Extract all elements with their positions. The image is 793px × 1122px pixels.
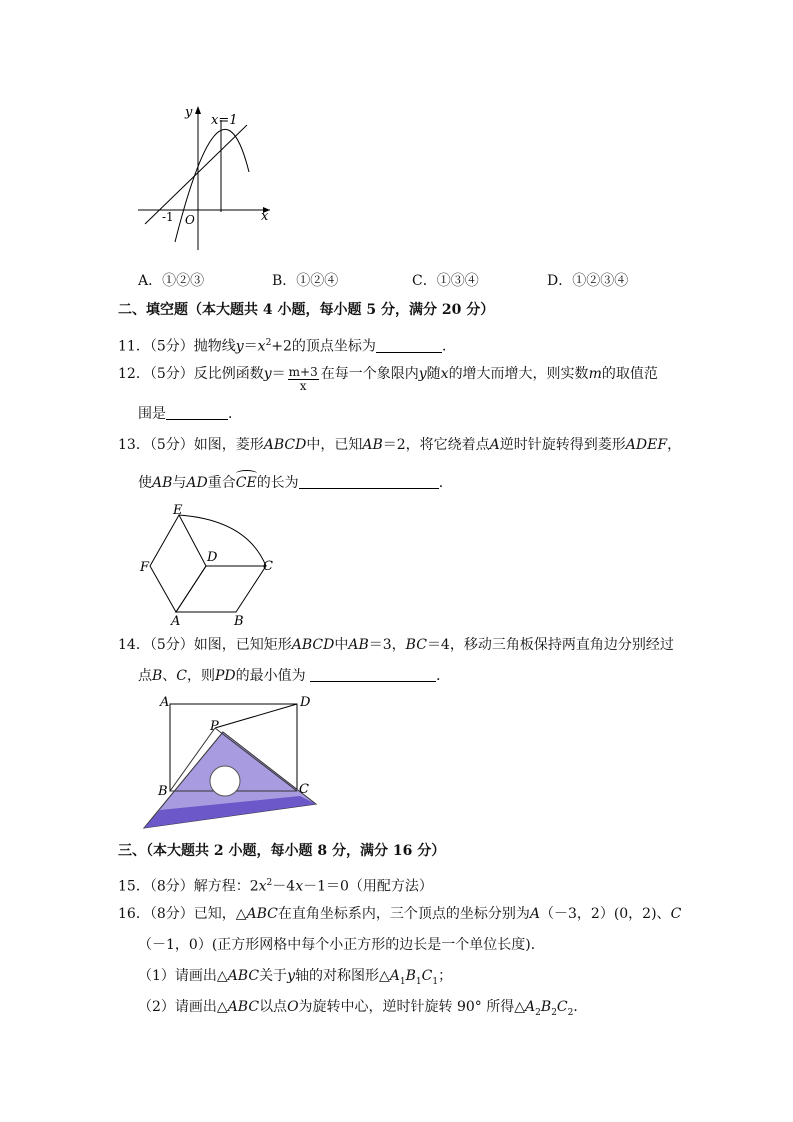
q12-y: y xyxy=(263,366,272,382)
q14-mid3: ＝4，移动三角板保持两直角边分别经过 xyxy=(426,637,674,653)
q11-tail: +2的顶点坐标为 xyxy=(271,338,376,355)
fig13-label-b: B xyxy=(234,614,244,629)
question-11 xyxy=(118,334,456,356)
q14-ab: AB xyxy=(348,637,369,653)
q12-var-x: x xyxy=(440,366,449,382)
q13-arc-ce: CE xyxy=(235,475,257,491)
q16-p2a: （2）请画出△ xyxy=(138,999,228,1015)
fig10-x1-label: x=1 xyxy=(211,113,238,128)
q14-mid1: 中 xyxy=(334,637,349,653)
q14-l2a: 点 xyxy=(138,668,152,684)
fig13-label-a: A xyxy=(171,614,181,629)
question-13 xyxy=(118,436,681,454)
q14-bc: BC xyxy=(405,637,427,653)
fig10-graph xyxy=(135,100,280,255)
fig13-label-e: E xyxy=(173,503,183,518)
q16-mid2: （－3，2）(0，2)、 xyxy=(540,906,671,922)
q16-p2-end: ． xyxy=(573,999,588,1015)
q12-denominator: x xyxy=(299,379,307,393)
question-13-line2 xyxy=(138,474,453,492)
q16-p1b: 关于 xyxy=(259,968,288,984)
fig14-label-d: D xyxy=(300,695,311,710)
q12-mid4: 的取值范 xyxy=(601,366,658,382)
q14-pd: PD xyxy=(215,668,236,684)
option-b: B．①②④ xyxy=(272,273,339,289)
q13-mid3: 逆时针旋转得到菱形 xyxy=(499,437,626,453)
q14-c: C xyxy=(176,668,188,684)
q13-a: A xyxy=(489,437,500,453)
fig13-label-d: D xyxy=(207,550,218,565)
q16-p2b: 以点 xyxy=(259,999,288,1015)
question-16 xyxy=(118,905,681,923)
q13-l2d: 的长为 xyxy=(256,475,299,491)
q11-eq: ＝ xyxy=(243,338,258,355)
q14-abcd: ABCD xyxy=(291,637,335,653)
q13-adef: ADEF xyxy=(625,437,668,453)
q16-p2-abc: ABC xyxy=(227,999,260,1015)
q11-prefix: 11．（5分）抛物线 xyxy=(118,338,236,355)
q14-prefix: 14．（5分）如图，已知矩形 xyxy=(118,637,292,653)
q16-p1-abc: ABC xyxy=(227,968,260,984)
fig13-label-c: C xyxy=(263,559,273,574)
q16-p1-s2: 1 xyxy=(415,976,422,987)
fig14-label-p: P xyxy=(210,719,219,734)
q12-prefix: 12．（5分）反比例函数 xyxy=(118,366,264,382)
section-2-heading: 二、填空题（本大题共 4 小题，每小题 5 分，满分 20 分） xyxy=(118,302,495,318)
q13-l2a: 使 xyxy=(138,475,152,491)
q13-end: ． xyxy=(438,475,453,491)
q14-mid2: ＝3， xyxy=(368,637,406,653)
fig14-rectangle-triangle xyxy=(140,692,325,832)
q12-answer-blank[interactable] xyxy=(166,405,228,420)
q13-ab: AB xyxy=(362,437,383,453)
q13-l2c: 重合 xyxy=(207,475,236,491)
q12-mid3: 的增大而增大，则实数 xyxy=(448,366,589,382)
fig14-line-pd xyxy=(215,704,297,728)
q16-p1-B: B xyxy=(405,968,416,984)
q12-numerator: m+3 xyxy=(288,365,318,379)
question-14 xyxy=(118,636,674,654)
q15-sup: 2 xyxy=(266,878,273,888)
q14-b: B xyxy=(152,668,163,684)
q11-y: y xyxy=(235,338,244,355)
q16-p2-B: B xyxy=(540,999,552,1015)
fig13-label-f: F xyxy=(140,560,150,575)
q16-p2-o: O xyxy=(287,999,299,1015)
fig10-origin-label: O xyxy=(185,213,195,227)
q16-p2-s2: 2 xyxy=(551,1007,557,1018)
fig14-label-a: A xyxy=(160,695,170,710)
q16-prefix: 16．（8分）已知，△ xyxy=(118,906,247,922)
q16-p1-s3: 1 xyxy=(432,976,439,987)
q12-line2-text: 围是 xyxy=(138,406,166,422)
q16-p2-s1: 2 xyxy=(535,1007,541,1018)
q11-x: x xyxy=(257,338,266,355)
q16-p1-end: ； xyxy=(438,968,453,984)
q13-mid2: ＝2，将它绕着点 xyxy=(382,437,490,453)
question-16-part2 xyxy=(138,998,587,1022)
section-3-heading: 三、（本大题共 2 小题，每小题 8 分，满分 16 分） xyxy=(118,843,446,859)
question-12 xyxy=(118,365,658,393)
fig10-y-label: y xyxy=(185,105,193,120)
q15-mid: －4 xyxy=(272,878,296,895)
q14-l2c: ，则 xyxy=(187,668,216,684)
fig14-hole xyxy=(210,766,240,796)
q12-mid1: 在每一个象限内 xyxy=(320,366,419,382)
q13-ab2: AB xyxy=(152,475,173,491)
q16-p2c: 为旋转中心，逆时针旋转 90° 所得△ xyxy=(298,999,526,1015)
q16-p1-A: A xyxy=(389,968,400,984)
fig10-straight-line xyxy=(145,125,247,224)
q16-p1a: （1）请画出△ xyxy=(138,968,228,984)
option-d: D．①②③④ xyxy=(547,273,629,289)
q16-p1-s1: 1 xyxy=(399,976,406,987)
q12-var-m: m xyxy=(588,366,602,382)
q16-p1-C: C xyxy=(421,968,433,984)
q13-l2b: 与 xyxy=(172,475,187,491)
q16-abc: ABC xyxy=(246,906,278,922)
fig10-x-label: x xyxy=(261,209,269,224)
q16-p2-A: A xyxy=(525,999,536,1015)
q14-l2d: 的最小值为 xyxy=(235,668,306,684)
q16-p1c: 轴的对称图形△ xyxy=(294,968,390,984)
fig10-y-arrow xyxy=(195,106,201,114)
q15-prefix: 15．（8分）解方程：2 xyxy=(118,878,259,895)
question-16-line2: （－1，0）(正方形网格中每个小正方形的边长是一个单位长度)． xyxy=(138,937,545,953)
q14-l2b: 、 xyxy=(162,668,177,684)
option-a: A．①②③ xyxy=(138,273,205,289)
q16-p2-s3: 2 xyxy=(567,1007,574,1018)
q12-var-y: y xyxy=(418,366,427,382)
q11-end: ． xyxy=(441,338,456,355)
fig10-neg-one-label: -1 xyxy=(162,210,174,224)
q16-p2-C: C xyxy=(556,999,568,1015)
q16-c: C xyxy=(670,906,682,922)
q13-abcd: ABCD xyxy=(263,437,307,453)
q12-fraction xyxy=(288,366,319,393)
q16-p1-y: y xyxy=(287,968,295,984)
q15-x: x xyxy=(258,878,267,895)
q13-mid1: 中，已知 xyxy=(306,437,363,453)
fig14-label-b: B xyxy=(158,784,168,799)
q13-answer-blank[interactable] xyxy=(299,474,439,489)
fig13-rhombus-adef xyxy=(150,515,206,612)
fig13-rhombus xyxy=(135,500,285,630)
question-14-line2 xyxy=(138,667,450,685)
q12-mid2: 随 xyxy=(426,366,441,382)
fig14-label-c: C xyxy=(299,782,309,797)
q16-mid1: 在直角坐标系内，三个顶点的坐标分别为 xyxy=(277,906,530,922)
q15-tail: －1＝0（用配方法） xyxy=(303,878,433,895)
q14-end: ． xyxy=(436,668,451,684)
q14-answer-blank[interactable] xyxy=(310,667,436,682)
question-16-part1 xyxy=(138,967,452,991)
q13-ad: AD xyxy=(186,475,208,491)
question-15 xyxy=(118,874,433,896)
question-12-line2 xyxy=(138,405,242,423)
q12-end: ． xyxy=(228,406,242,422)
option-c: C．①③④ xyxy=(412,273,479,289)
q13-comma: ， xyxy=(667,437,682,453)
q16-a: A xyxy=(529,906,540,922)
q15-x2: x xyxy=(295,878,304,895)
q11-answer-blank[interactable] xyxy=(376,338,442,353)
q12-eq: ＝ xyxy=(271,366,286,382)
q13-prefix: 13．（5分）如图，菱形 xyxy=(118,437,264,453)
q11-sup: 2 xyxy=(265,338,272,348)
fig13-rhombus-abcd xyxy=(176,566,266,612)
